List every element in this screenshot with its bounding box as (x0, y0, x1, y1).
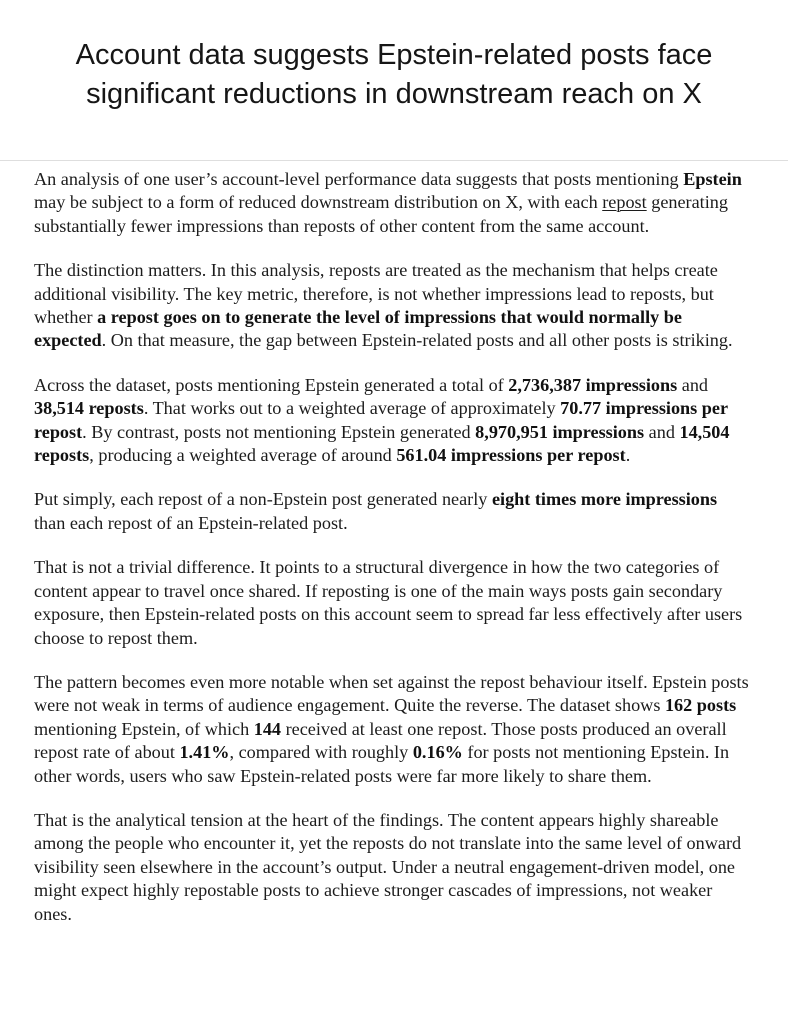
article-header (0, 0, 788, 160)
repost-link[interactable]: repost (602, 192, 647, 213)
header-divider (0, 160, 788, 161)
stat-epstein-posts: 162 posts (664, 695, 737, 716)
stat-epstein-impressions: 2,736,387 impressions (508, 374, 678, 395)
paragraph-7: That is the analytical tension at the heart of the findings. The content appears highly shareable among the people who encounter it, yet the reposts do not translate into the same level of onward visibility seen elsewhere in the account’s output. Under a neutral engagement-driven model, one might expect highly repostable posts to achieve stronger cascades of impressions, not weaker ones. (34, 809, 742, 924)
paragraph-4: Put simply, each repost of a non-Epstein post generated nearly eight times more impressions than each repost of an Epstein-related post. (34, 489, 718, 533)
bold-eight-times: eight times more impressions (491, 489, 718, 510)
article-body (34, 168, 750, 947)
bold-key-metric: a repost goes on to generate the level of impressions that would normally be expected (34, 307, 682, 351)
stat-epstein-reposts: 38,514 reposts (34, 398, 144, 419)
stat-other-repost-rate: 0.16% (412, 742, 463, 763)
paragraph-3: Across the dataset, posts mentioning Epstein generated a total of 2,736,387 impressions and 38,514 reposts. That works out to a weighted average of approximately 70.77 impressions per repost. By contrast, posts not mentioning Epstein generated 8,970,951 impressions and 14,504 reposts, producing a weighted average of around 561.04 impressions per repost. (34, 374, 730, 466)
stat-other-impressions: 8,970,951 impressions (475, 421, 645, 442)
stat-epstein-ratio: 70.77 impressions per repost (34, 398, 728, 442)
paragraph-1: An analysis of one user’s account-level performance data suggests that posts mentioning Epstein may be subject to a form of reduced downstream distribution on X, with each repost generating substantially fewer impressions than reposts of other content from the same account. (34, 169, 742, 236)
headline-line-2: significant reductions in downstream reach on X (86, 78, 702, 110)
stat-epstein-repost-rate: 1.41% (179, 742, 230, 763)
paragraph-5: That is not a trivial difference. It points to a structural divergence in how the two categories of content appear to travel once shared. If reposting is one of the main ways posts gain secondary exposure, then Epstein-related posts on this account seem to spread far less effectively after users choose to repost them. (34, 557, 743, 648)
headline (40, 36, 748, 114)
paragraph-6: The pattern becomes even more notable when set against the repost behaviour itself. Epstein posts were not weak in terms of audience engagement. Quite the reverse. The dataset shows 162 posts mentioning Epstein, of which 144 received at least one repost. Those posts produced an overall repost rate of about 1.41%, compared with roughly 0.16% for posts not mentioning Epstein. In other words, users who saw Epstein-related posts were far more likely to share them. (34, 671, 749, 786)
stat-other-reposts: 14,504 reposts (34, 421, 730, 466)
headline-line-1: Account data suggests Epstein-related posts face (75, 39, 713, 71)
paragraph-2: The distinction matters. In this analysis, reposts are treated as the mechanism that helps create additional visibility. The key metric, therefore, is not whether impressions lead to reposts, but whether a repost goes on to generate the level of impressions that would normally be expected. On that measure, the gap between Epstein-related posts and all other posts is striking. (34, 260, 733, 351)
stat-reposted-posts: 144 (253, 718, 282, 739)
bold-term-epstein: Epstein (683, 169, 742, 189)
stat-other-ratio: 561.04 impressions per repost (396, 445, 626, 466)
